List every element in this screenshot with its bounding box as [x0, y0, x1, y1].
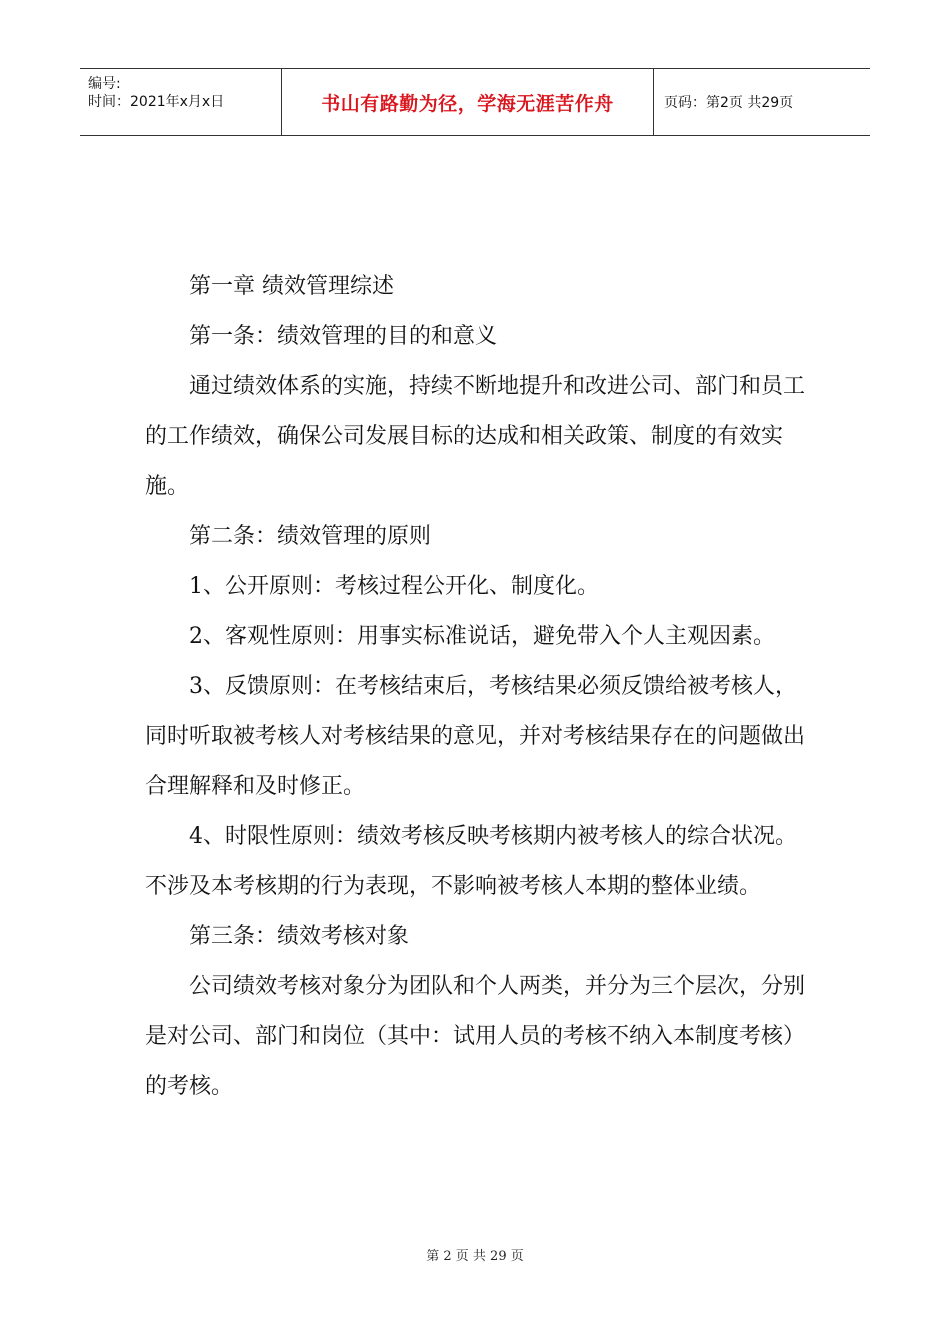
header-page-info: 页码：第2页 共29页	[664, 95, 794, 111]
header-meta	[80, 69, 282, 135]
principle-4: 4、时限性原则：绩效考核反映考核期内被考核人的综合状况。不涉及本考核期的行为表现，不影响被考核人本期的整体业绩。	[145, 824, 797, 899]
document-number-label: 编号:	[88, 76, 121, 92]
page-footer: 第 2 页 共 29 页	[426, 1249, 524, 1264]
document-date: 时间：2021年x月x日	[88, 94, 225, 110]
principle-2: 2、客观性原则：用事实标准说话，避免带入个人主观因素。	[189, 624, 775, 649]
chapter-title: 第一章 绩效管理综述	[189, 274, 394, 299]
article-3-body: 公司绩效考核对象分为团队和个人两类，并分为三个层次，分别是对公司、部门和岗位（其中：试用人员的考核不纳入本制度考核）的考核。	[145, 974, 806, 1099]
article-1-heading: 第一条：绩效管理的目的和意义	[189, 324, 498, 349]
article-3-heading: 第三条：绩效考核对象	[189, 924, 410, 949]
document-body	[145, 262, 807, 1112]
header-page-info-cell	[654, 69, 870, 135]
principle-1: 1、公开原则：考核过程公开化、制度化。	[189, 574, 599, 599]
header-motto: 书山有路勤为径，学海无涯苦作舟	[321, 92, 614, 115]
article-1-body: 通过绩效体系的实施，持续不断地提升和改进公司、部门和员工的工作绩效，确保公司发展目标的达成和相关政策、制度的有效实施。	[145, 374, 806, 499]
principle-3: 3、反馈原则：在考核结束后，考核结果必须反馈给被考核人，同时听取被考核人对考核结果的意见，并对考核结果存在的问题做出合理解释和及时修正。	[145, 674, 806, 799]
article-2-heading: 第二条：绩效管理的原则	[189, 524, 432, 549]
header-motto-cell	[282, 69, 654, 135]
document-header	[80, 68, 870, 136]
